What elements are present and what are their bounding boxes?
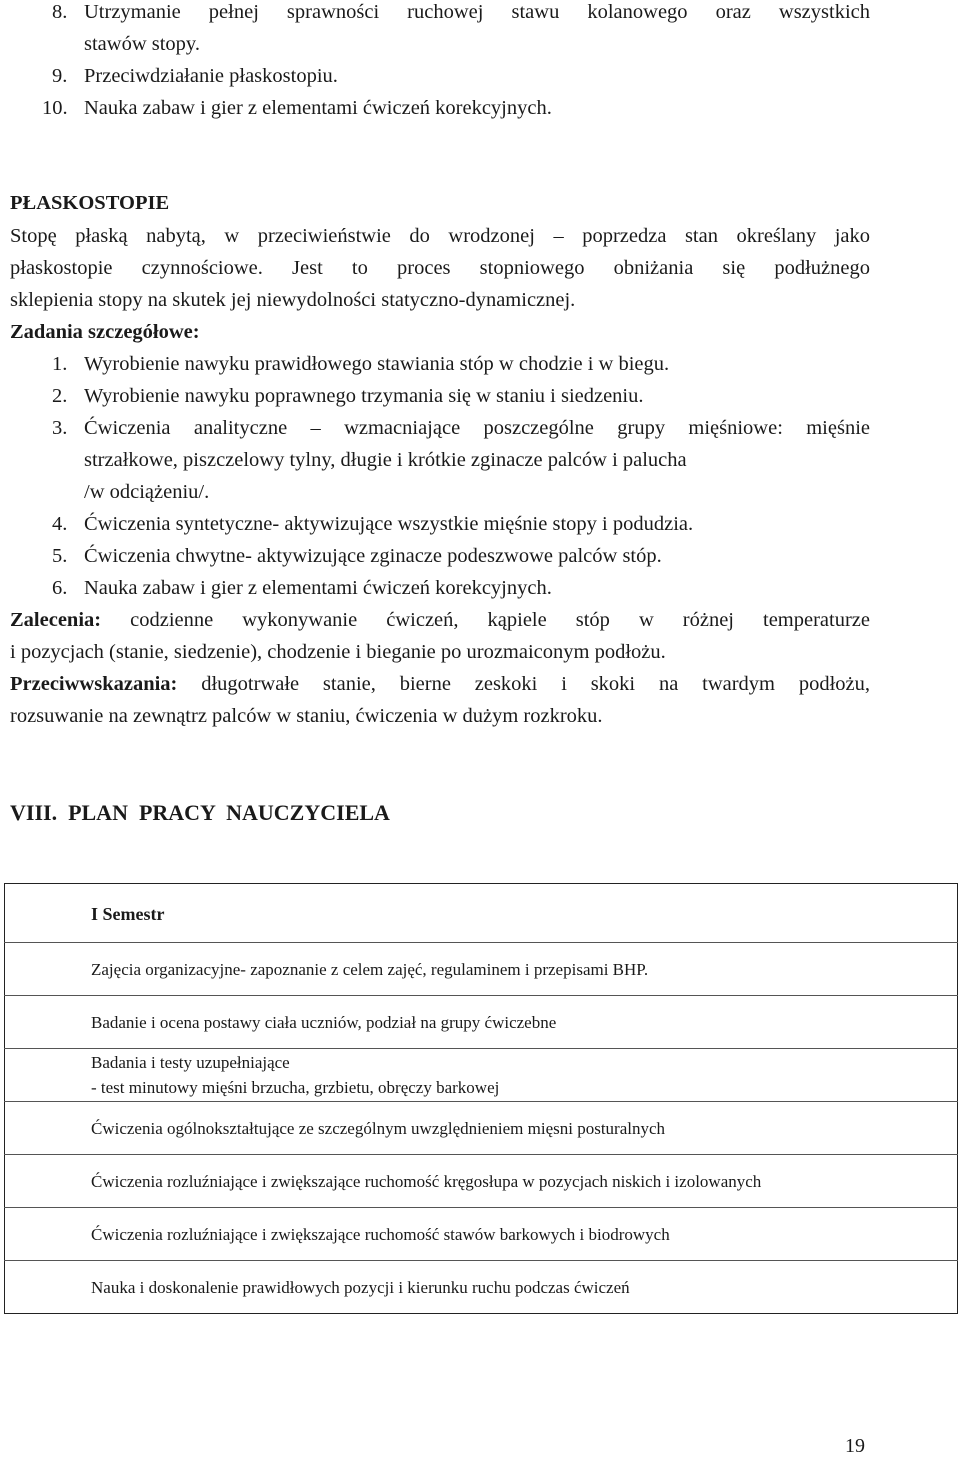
list-number: 8.	[52, 1, 68, 23]
task-number: 1.	[52, 353, 68, 375]
plan-table	[4, 883, 958, 1314]
section-heading: PŁASKOSTOPIE	[10, 192, 170, 214]
table-row	[5, 884, 958, 943]
task-line: Ćwiczenia analityczne – wzmacniające poszczególne grupy mięśniowe: mięśnie	[84, 417, 870, 439]
recommendations-line	[10, 608, 870, 632]
task-number: 6.	[52, 577, 68, 599]
contraindications-text: długotrwałe stanie, bierne zeskoki i skoki na twardym podłożu,	[177, 673, 870, 695]
table-row	[5, 943, 958, 996]
table-row	[5, 1208, 958, 1261]
table-row	[5, 1155, 958, 1208]
tasks-heading: Zadania szczegółowe:	[10, 321, 200, 343]
section-title: VIII. PLAN PRACY NAUCZYCIELA	[10, 800, 390, 825]
page-number: 19	[845, 1435, 865, 1457]
table-cell: Ćwiczenia ogólnokształtujące ze szczególnym uwzględnieniem mięsni posturalnych	[5, 1102, 958, 1155]
table-cell-line: Badania i testy uzupełniające	[91, 1053, 290, 1072]
task-number: 5.	[52, 545, 68, 567]
list-item-line: stawów stopy.	[84, 33, 200, 55]
list-item-line: Nauka zabaw i gier z elementami ćwiczeń korekcyjnych.	[84, 97, 552, 119]
contraindications-text: rozsuwanie na zewnątrz palców w staniu, ćwiczenia w dużym rozkroku.	[10, 705, 603, 727]
task-line: Nauka zabaw i gier z elementami ćwiczeń korekcyjnych.	[84, 577, 552, 599]
contraindications-line	[10, 672, 870, 696]
table-cell-line: - test minutowy mięśni brzucha, grzbietu, obręczy barkowej	[91, 1078, 500, 1097]
task-line: Wyrobienie nawyku prawidłowego stawiania stóp w chodzie i w biegu.	[84, 353, 670, 375]
table-cell	[5, 1049, 958, 1102]
table-cell: Badanie i ocena postawy ciała uczniów, podział na grupy ćwiczebne	[5, 996, 958, 1049]
task-line: Wyrobienie nawyku poprawnego trzymania się w staniu i siedzeniu.	[84, 385, 644, 407]
task-number: 4.	[52, 513, 68, 535]
paragraph-line: płaskostopie czynnościowe. Jest to proces stopniowego obniżania się podłużnego	[10, 257, 870, 279]
table-row	[5, 1049, 958, 1102]
recommendations-text: codzienne wykonywanie ćwiczeń, kąpiele stóp w różnej temperaturze	[101, 609, 870, 631]
list-item-line: Przeciwdziałanie płaskostopiu.	[84, 65, 338, 87]
table-row	[5, 1261, 958, 1314]
task-line: strzałkowe, piszczelowy tylny, długie i krótkie zginacze palców i palucha	[84, 449, 687, 471]
recommendations-text: i pozycjach (stanie, siedzenie), chodzenie i bieganie po urozmaiconym podłożu.	[10, 641, 666, 663]
table-row	[5, 996, 958, 1049]
list-number: 10.	[42, 97, 68, 119]
table-row	[5, 1102, 958, 1155]
table-cell: Zajęcia organizacyjne- zapoznanie z celem zajęć, regulaminem i przepisami BHP.	[5, 943, 958, 996]
table-cell: Ćwiczenia rozluźniające i zwiększające ruchomość stawów barkowych i biodrowych	[5, 1208, 958, 1261]
paragraph-line: Stopę płaską nabytą, w przeciwieństwie do wrodzonej – poprzedza stan określany jako	[10, 225, 870, 247]
recommendations-label: Zalecenia:	[10, 609, 102, 631]
task-number: 2.	[52, 385, 68, 407]
task-line: Ćwiczenia chwytne- aktywizujące zginacze podeszwowe palców stóp.	[84, 545, 662, 567]
task-line: Ćwiczenia syntetyczne- aktywizujące wszystkie mięśnie stopy i podudzia.	[84, 513, 694, 535]
list-item-line: Utrzymanie pełnej sprawności ruchowej stawu kolanowego oraz wszystkich	[84, 1, 870, 23]
table-cell: Ćwiczenia rozluźniające i zwiększające ruchomość kręgosłupa w pozycjach niskich i izolowanych	[5, 1155, 958, 1208]
table-cell: Nauka i doskonalenie prawidłowych pozycji i kierunku ruchu podczas ćwiczeń	[91, 1277, 630, 1297]
semester-header: I Semestr	[5, 884, 958, 943]
list-number: 9.	[52, 65, 68, 87]
contraindications-label: Przeciwwskazania:	[10, 673, 178, 695]
task-number: 3.	[52, 417, 68, 439]
paragraph-line: sklepienia stopy na skutek jej niewydolności statyczno-dynamicznej.	[10, 289, 576, 311]
task-line: /w odciążeniu/.	[84, 481, 210, 503]
